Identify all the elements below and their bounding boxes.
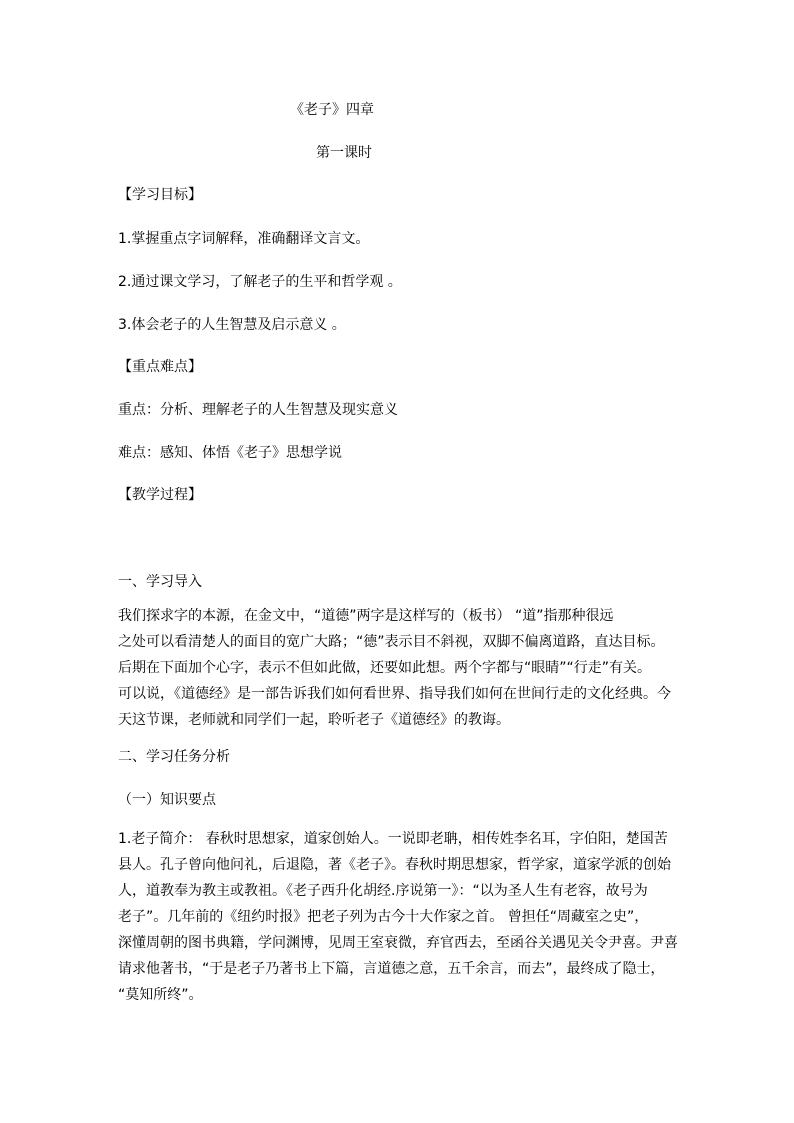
paragraph-line: 老子”。几年前的《纽约时报》把老子列为古今十大作家之首。 曾担任“周藏室之史”，: [118, 909, 649, 925]
paragraph-line: 请求他著书，“于是老子乃著书上下篇，言道德之意，五千余言，而去”，最终成了隐士，: [118, 961, 665, 977]
section-heading: 二、学习任务分析: [118, 749, 230, 765]
section-heading: 一、学习导入: [118, 574, 202, 590]
objective-item: 3.体会老子的人生智慧及启示意义 。: [118, 317, 346, 333]
paragraph-line: 深懂周朝的图书典籍，学问渊博，见周王室衰微，弃官西去，至函谷关遇见关令尹喜。尹喜: [118, 935, 678, 951]
document-subtitle: 第一课时: [316, 145, 372, 161]
paragraph-line: 后期在下面加个心字，表示不但如此做，还要如此想。两个字都与“眼睛”“行走”有关。: [118, 660, 652, 676]
objectives-heading: 【学习目标】: [118, 187, 202, 203]
laozi-intro-paragraph: [118, 826, 682, 1008]
key-point-text: 重点：分析、理解老子的人生智慧及现实意义: [118, 402, 398, 418]
paragraph-line: 之处可以看清楚人的面目的宽广大路；“德”表示目不斜视，双脚不偏离道路，直达目标。: [118, 634, 665, 650]
document-title: 《老子》四章: [290, 102, 374, 118]
paragraph-line: 人，道教奉为教主或教祖。《老子西升化胡经.序说第一》：“以为圣人生有老容，故号为: [118, 883, 648, 899]
sub-section-heading: （一）知识要点: [118, 792, 216, 808]
difficult-point-text: 难点：感知、体悟《老子》思想学说: [118, 445, 342, 461]
paragraph-line: 1.老子简介： 春秋时思想家，道家创始人。一说即老聃，相传姓李名耳，字伯阳，楚国苦: [118, 831, 668, 847]
process-heading: 【教学过程】: [118, 487, 202, 503]
paragraph-line: 天这节课，老师就和同学们一起，聆听老子《道德经》的教诲。: [118, 712, 510, 728]
paragraph-line: 县人。孔子曾向他问礼，后退隐，著《老子》。春秋时期思想家，哲学家，道家学派的创始: [118, 857, 671, 873]
intro-paragraph: [118, 603, 682, 733]
key-points-heading: 【重点难点】: [118, 359, 202, 375]
paragraph-line: 可以说，《道德经》是一部告诉我们如何看世界、指导我们如何在世间行走的文化经典。今: [118, 686, 671, 702]
paragraph-line: 我们探求字的本源，在金文中，“道德”两字是这样写的（板书） “道”指那种很远: [118, 608, 614, 624]
paragraph-line: “莫知所终”。: [118, 987, 203, 1003]
objective-item: 1.掌握重点字词解释，准确翻译文言文。: [118, 231, 370, 247]
objective-item: 2.通过课文学习，了解老子的生平和哲学观 。: [118, 274, 402, 290]
